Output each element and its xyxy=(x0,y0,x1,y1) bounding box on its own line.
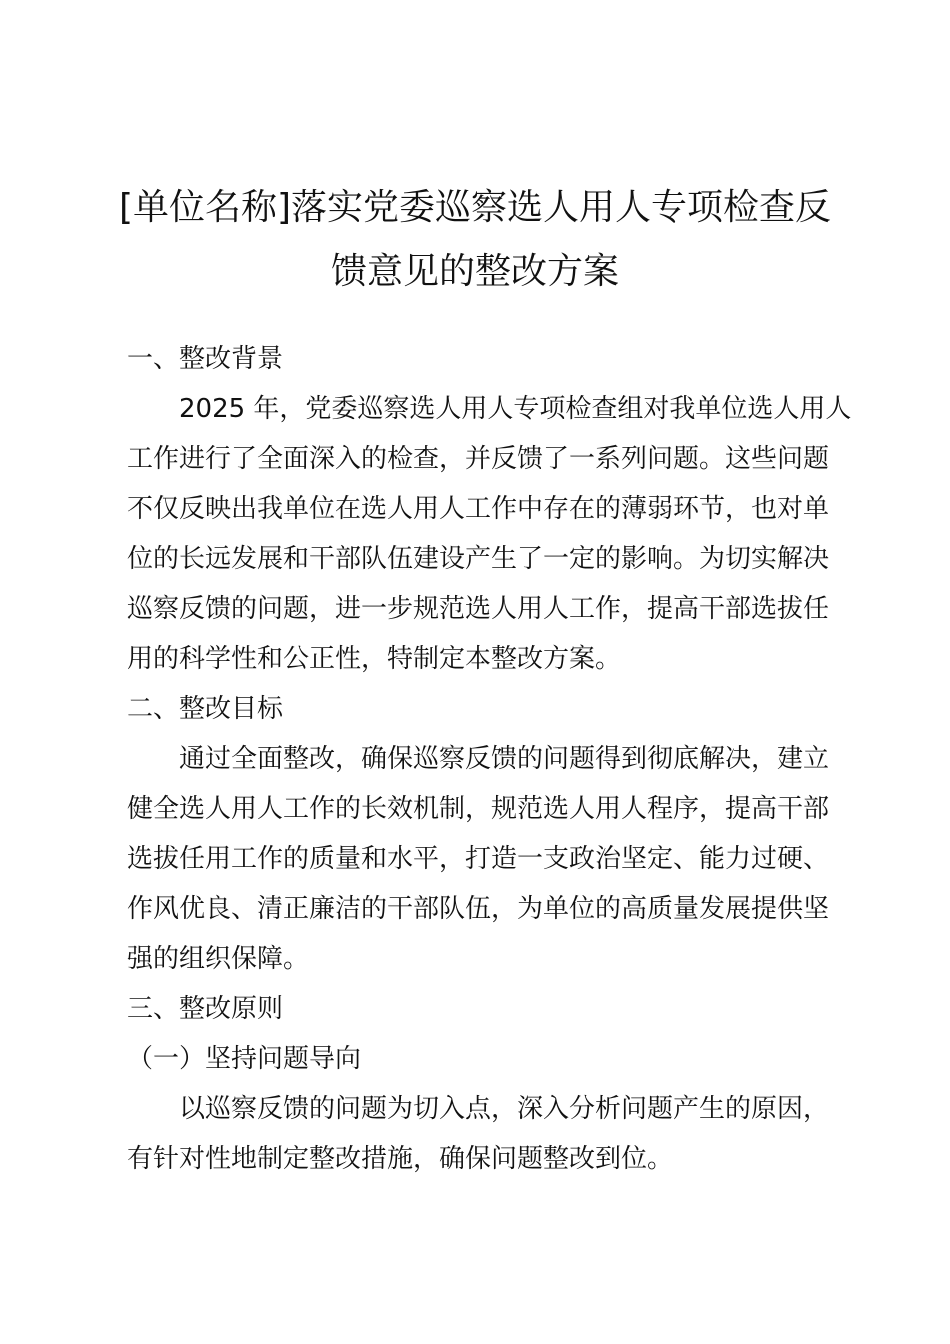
title-line-2: 馈意见的整改方案 xyxy=(330,251,619,292)
section-2-paragraph xyxy=(127,734,837,984)
paragraph-line: 工作进行了全面深入的检查，并反馈了一系列问题。这些问题 xyxy=(127,444,830,474)
paragraph-line: 用的科学性和公正性，特制定本整改方案。 xyxy=(127,644,622,674)
paragraph-line: 有针对性地制定整改措施，确保问题整改到位。 xyxy=(127,1144,674,1174)
section-1-paragraph xyxy=(127,384,852,684)
document-title xyxy=(110,176,840,304)
paragraph-line: 选拔任用工作的质量和水平，打造一支政治坚定、能力过硬、 xyxy=(127,844,830,874)
section-2-heading: 二、整改目标 xyxy=(127,694,284,724)
section-3-heading: 三、整改原则 xyxy=(127,994,284,1024)
paragraph-line: 强的组织保障。 xyxy=(127,944,310,974)
paragraph-line: 作风优良、清正廉洁的干部队伍，为单位的高质量发展提供坚 xyxy=(127,894,830,924)
section-3-sub-1-paragraph xyxy=(127,1084,837,1184)
section-1-heading: 一、整改背景 xyxy=(127,344,284,374)
paragraph-line: 巡察反馈的问题，进一步规范选人用人工作，提高干部选拔任 xyxy=(127,594,830,624)
paragraph-line: 以巡察反馈的问题为切入点，深入分析问题产生的原因， xyxy=(179,1094,830,1124)
title-line-1: [单位名称]落实党委巡察选人用人专项检查反 xyxy=(118,187,832,228)
section-3-subheading-1: （一）坚持问题导向 xyxy=(127,1044,362,1074)
document-body xyxy=(127,334,852,1184)
paragraph-line: 通过全面整改，确保巡察反馈的问题得到彻底解决，建立 xyxy=(179,744,830,774)
paragraph-line: 位的长远发展和干部队伍建设产生了一定的影响。为切实解决 xyxy=(127,544,830,574)
paragraph-line: 不仅反映出我单位在选人用人工作中存在的薄弱环节，也对单 xyxy=(127,494,830,524)
paragraph-line: 健全选人用人工作的长效机制，规范选人用人程序，提高干部 xyxy=(127,794,830,824)
paragraph-line: 2025 年，党委巡察选人用人专项检查组对我单位选人用人 xyxy=(179,394,852,424)
